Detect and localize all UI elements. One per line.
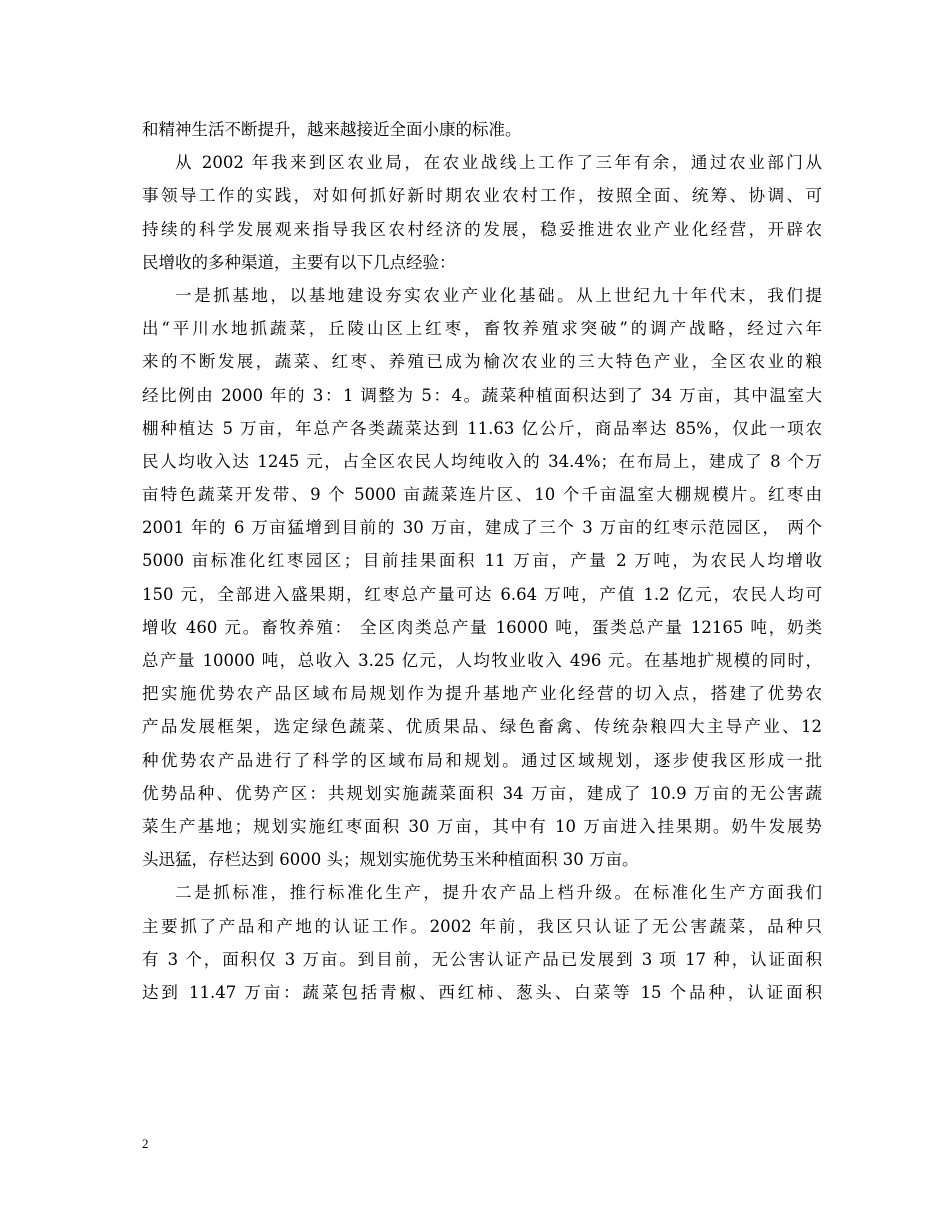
text-line: 出“平川水地抓蔬菜，丘陵山区上红枣，畜牧养殖求突破”的调产战略，经过六年 — [142, 319, 822, 339]
text-line: 2001 年的 6 万亩猛增到目前的 30 万亩，建成了三个 3 万亩的红枣示范园区， 两个 — [142, 518, 822, 538]
text-line: 增收 460 元。畜牧养殖： 全区肉类总产量 16000 吨，蛋类总产量 12165 吨，奶类 — [142, 617, 822, 637]
paragraph-first-line: 一是抓基地，以基地建设夯实农业产业化基础。从上世纪九十年代末，我们提 — [175, 285, 822, 305]
page-number: 2 — [142, 1136, 149, 1151]
text-line: 主要抓了产品和产地的认证工作。2002 年前，我区只认证了无公害蔬菜，品种只 — [142, 916, 822, 936]
text-line: 棚种植达 5 万亩，年总产各类蔬菜达到 11.63 亿公斤，商品率达 85%，仅此一项农 — [142, 418, 822, 438]
text-line: 150 元，全部进入盛果期，红枣总产量可达 6.64 万吨，产值 1.2 亿元，农民人均可 — [142, 584, 822, 604]
text-line: 优势品种、优势产区：共规划实施蔬菜面积 34 万亩，建成了 10.9 万亩的无公害蔬 — [142, 783, 822, 803]
text-line: 菜生产基地；规划实施红枣面积 30 万亩，其中有 10 万亩进入挂果期。奶牛发展势 — [142, 816, 822, 836]
text-line: 把实施优势农产品区域布局规划作为提升基地产业化经营的切入点，搭建了优势农 — [142, 684, 822, 704]
text-line: 来的不断发展，蔬菜、红枣、养殖已成为榆次农业的三大特色产业，全区农业的粮 — [142, 352, 822, 372]
text-line: 有 3 个，面积仅 3 万亩。到目前，无公害认证产品已发展到 3 项 17 种，认证面积 — [142, 949, 822, 969]
text-line: 总产量 10000 吨，总收入 3.25 亿元，人均牧业收入 496 元。在基地扩规模的同时， — [142, 651, 822, 670]
document-body — [142, 113, 822, 1009]
text-line: 持续的科学发展观来指导我区农村经济的发展，稳妥推进农业产业化经营，开辟农 — [142, 219, 822, 239]
text-line: 种优势农产品进行了科学的区域布局和规划。通过区域规划，逐步使我区形成一批 — [142, 750, 822, 770]
text-line: 产品发展框架，选定绿色蔬菜、优质果品、绿色畜禽、传统杂粮四大主导产业、12 — [142, 717, 822, 737]
text-line: 和精神生活不断提升，越来越接近全面小康的标准。 — [142, 120, 522, 139]
text-line: 民增收的多种渠道，主要有以下几点经验： — [142, 252, 456, 272]
paragraph-first-line: 从 2002 年我来到区农业局，在农业战线上工作了三年有余，通过农业部门从 — [175, 153, 822, 173]
text-line: 达到 11.47 万亩：蔬菜包括青椒、西红柿、葱头、白菜等 15 个品种，认证面积 — [142, 982, 822, 1002]
text-line: 头迅猛，存栏达到 6000 头；规划实施优势玉米种植面积 30 万亩。 — [142, 850, 639, 870]
text-line: 经比例由 2000 年的 3：1 调整为 5：4。蔬菜种植面积达到了 34 万亩，其中温室大 — [142, 385, 822, 405]
text-line: 民人均收入达 1245 元，占全区农民人均纯收入的 34.4%；在布局上，建成了 8 个万 — [142, 451, 822, 471]
text-line: 亩特色蔬菜开发带、9 个 5000 亩蔬菜连片区、10 个千亩温室大棚规模片。红枣由 — [142, 485, 822, 505]
text-line: 事领导工作的实践，对如何抓好新时期农业农村工作，按照全面、统筹、协调、可 — [142, 186, 822, 206]
paragraph-first-line: 二是抓标准，推行标准化生产，提升农产品上档升级。在标准化生产方面我们 — [175, 883, 822, 903]
text-line: 5000 亩标准化红枣园区；目前挂果面积 11 万亩，产量 2 万吨，为农民人均增收 — [142, 551, 822, 571]
